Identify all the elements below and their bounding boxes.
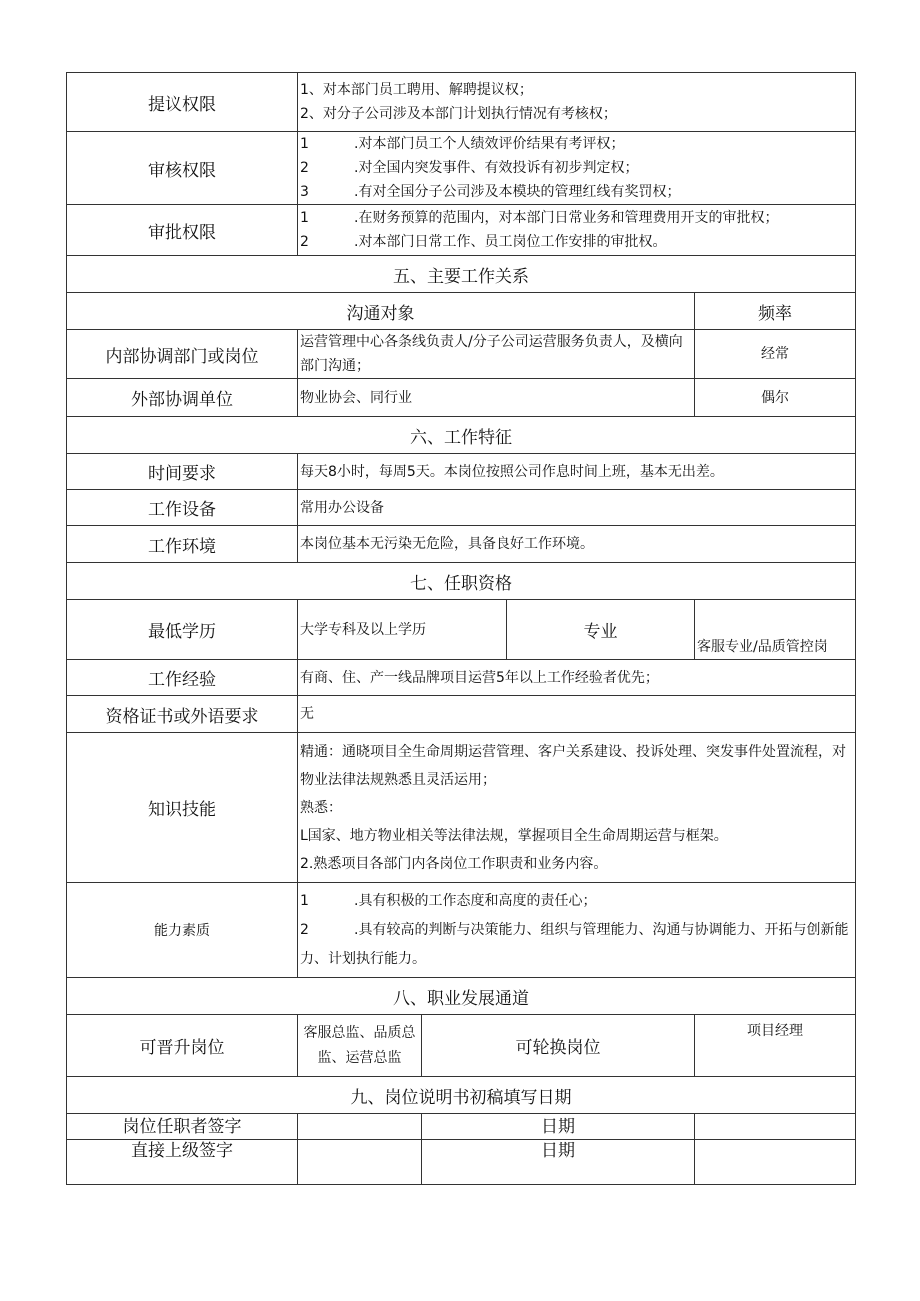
superior-sign-label: 直接上级签字 (67, 1140, 298, 1185)
career-section-title: 八、职业发展通道 (67, 978, 856, 1015)
relations-section-title: 五、主要工作关系 (67, 256, 856, 293)
internal-relation-row (67, 330, 856, 379)
major-label: 专业 (507, 600, 695, 660)
rotate-value: 项目经理 (695, 1015, 856, 1077)
knowledge-proficient: 精通：通晓项目全生命周期运营管理、客户关系建设、投诉处理、突发事件处置流程，对物业法律法规熟悉且灵活运用； (300, 743, 846, 788)
career-row (67, 1015, 856, 1077)
col-header-frequency: 频率 (695, 293, 856, 330)
major-value: 客服专业/品质管控岗 (695, 600, 856, 660)
job-description-table (66, 72, 856, 1185)
propose-authority-content (298, 73, 856, 132)
review-item: 3 .有对全国分子公司涉及本模块的管理红线有奖罚权； (300, 184, 681, 200)
ability-item: 2 .具有较高的判断与决策能力、组织与管理能力、沟通与协调能力、开拓与创新能力、计划执行能力。 (300, 921, 849, 967)
knowledge-label: 知识技能 (67, 733, 298, 883)
education-label: 最低学历 (67, 600, 298, 660)
features-section-row (67, 417, 856, 454)
qualification-section-title: 七、任职资格 (67, 563, 856, 600)
knowledge-content (298, 733, 856, 883)
propose-line-2: 2、对分子公司涉及本部门计划执行情况有考核权； (300, 106, 617, 122)
experience-text: 有商、住、产一线品牌项目运营5年以上工作经验者优先； (298, 660, 856, 696)
signoff-section-row (67, 1077, 856, 1114)
review-item: 1 .对本部门员工个人绩效评价结果有考评权； (300, 136, 625, 152)
holder-date-label: 日期 (422, 1114, 695, 1140)
review-authority-label: 审核权限 (67, 132, 298, 205)
superior-date-label: 日期 (422, 1140, 695, 1185)
holder-sign-row (67, 1114, 856, 1140)
equipment-text: 常用办公设备 (298, 490, 856, 526)
col-header-target: 沟通对象 (67, 293, 695, 330)
time-requirement-label: 时间要求 (67, 454, 298, 490)
relations-section-row (67, 256, 856, 293)
ability-item: 1 .具有积极的工作态度和高度的责任心； (300, 892, 597, 909)
signoff-section-title: 九、岗位说明书初稿填写日期 (67, 1077, 856, 1114)
holder-date-field[interactable] (695, 1114, 856, 1140)
time-requirement-row (67, 454, 856, 490)
qualification-section-row (67, 563, 856, 600)
environment-row (67, 526, 856, 563)
propose-authority-row (67, 73, 856, 132)
environment-text: 本岗位基本无污染无危险，具备良好工作环境。 (298, 526, 856, 563)
rotate-label: 可轮换岗位 (422, 1015, 695, 1077)
education-value: 大学专科及以上学历 (298, 600, 507, 660)
certificate-label: 资格证书或外语要求 (67, 696, 298, 733)
external-relation-text: 物业协会、同行业 (298, 379, 695, 417)
ability-content (298, 883, 856, 978)
review-authority-content (298, 132, 856, 205)
approve-item: 1 .在财务预算的范围内，对本部门日常业务和管理费用开支的审批权； (300, 210, 779, 226)
equipment-label: 工作设备 (67, 490, 298, 526)
external-relation-label: 外部协调单位 (67, 379, 298, 417)
certificate-row (67, 696, 856, 733)
knowledge-familiar-title: 熟悉： (300, 799, 342, 816)
external-relation-frequency: 偶尔 (695, 379, 856, 417)
approve-authority-label: 审批权限 (67, 205, 298, 256)
approve-authority-row (67, 205, 856, 256)
promote-label: 可晋升岗位 (67, 1015, 298, 1077)
environment-label: 工作环境 (67, 526, 298, 563)
experience-label: 工作经验 (67, 660, 298, 696)
propose-line-1: 1、对本部门员工聘用、解聘提议权； (300, 82, 533, 98)
education-row (67, 600, 856, 660)
holder-sign-field[interactable] (298, 1114, 422, 1140)
knowledge-row (67, 733, 856, 883)
ability-label: 能力素质 (67, 883, 298, 978)
promote-value: 客服总监、品质总监、运营总监 (298, 1015, 422, 1077)
career-section-row (67, 978, 856, 1015)
certificate-text: 无 (298, 696, 856, 733)
internal-relation-frequency: 经常 (695, 330, 856, 379)
approve-item: 2 .对本部门日常工作、员工岗位工作安排的审批权。 (300, 234, 667, 250)
knowledge-familiar-2: 2.熟悉项目各部门内各岗位工作职责和业务内容。 (300, 855, 608, 872)
propose-authority-label: 提议权限 (67, 73, 298, 132)
superior-sign-field[interactable] (298, 1140, 422, 1185)
time-requirement-text: 每天8小时，每周5天。本岗位按照公司作息时间上班，基本无出差。 (298, 454, 856, 490)
superior-date-field[interactable] (695, 1140, 856, 1185)
review-authority-row (67, 132, 856, 205)
job-description-sheet (66, 72, 855, 1185)
superior-sign-row (67, 1140, 856, 1185)
features-section-title: 六、工作特征 (67, 417, 856, 454)
relations-header-row (67, 293, 856, 330)
knowledge-familiar-1: L国家、地方物业相关等法律法规，掌握项目全生命周期运营与框架。 (300, 827, 728, 844)
ability-row (67, 883, 856, 978)
review-item: 2 .对全国内突发事件、有效投诉有初步判定权； (300, 160, 639, 176)
internal-relation-label: 内部协调部门或岗位 (67, 330, 298, 379)
external-relation-row (67, 379, 856, 417)
experience-row (67, 660, 856, 696)
holder-sign-label: 岗位任职者签字 (67, 1114, 298, 1140)
equipment-row (67, 490, 856, 526)
approve-authority-content (298, 205, 856, 256)
internal-relation-text: 运营管理中心各条线负责人/分子公司运营服务负责人，及横向部门沟通； (298, 330, 695, 379)
